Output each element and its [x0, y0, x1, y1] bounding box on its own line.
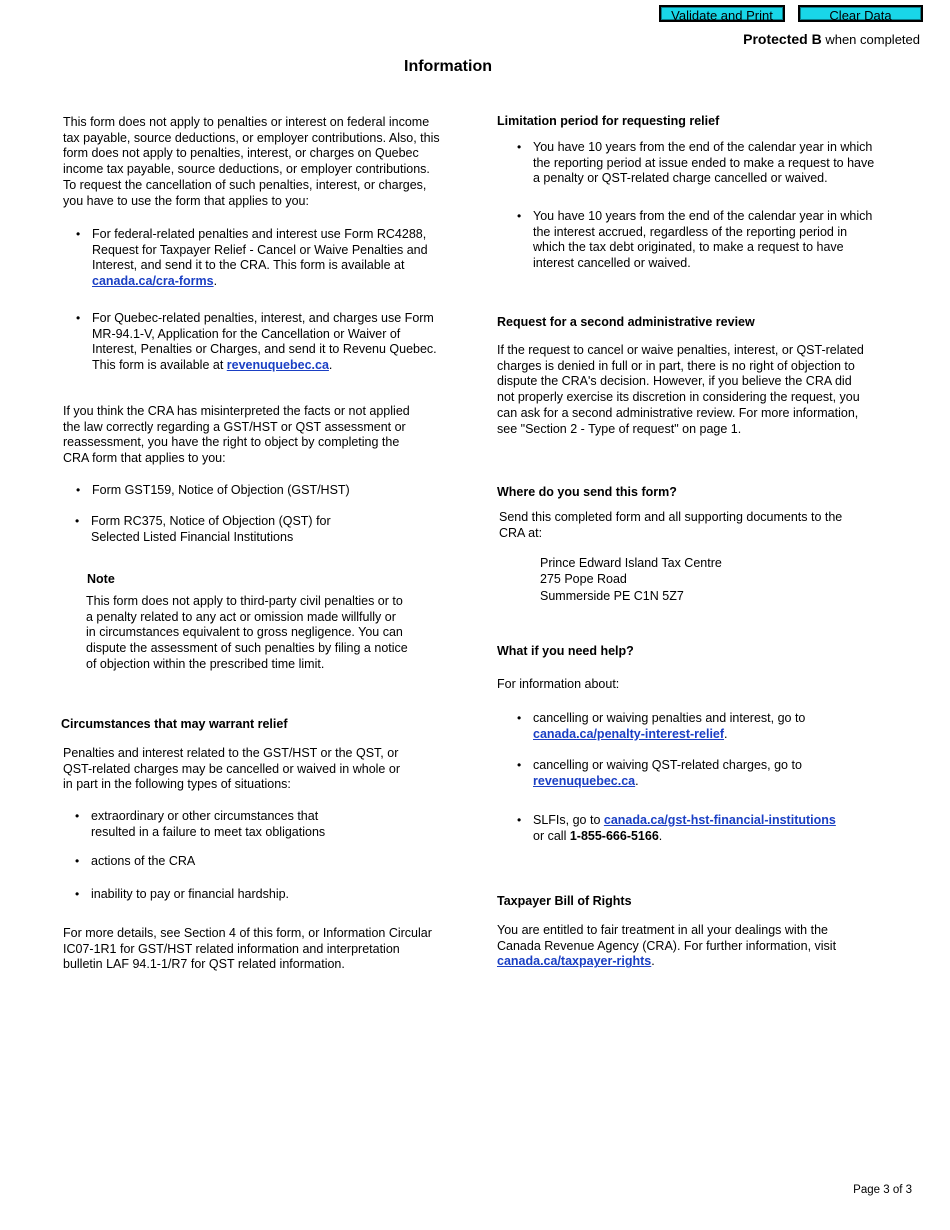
circumstances-paragraph: Penalties and interest related to the GST/HST or the QST, or QST-related charges may be cancelled or waived in whole or in part in the following types of situations: — [63, 746, 400, 792]
page-title: Information — [404, 58, 492, 75]
help-heading: What if you need help? — [497, 644, 634, 658]
clear-data-button[interactable]: Clear Data — [798, 5, 923, 22]
gst-hst-financial-institutions-link[interactable]: canada.ca/gst-hst-financial-institutions — [603, 813, 836, 827]
revenuquebec-link[interactable]: revenuquebec.ca — [226, 358, 329, 373]
objection-paragraph: If you think the CRA has misinterpreted the facts or not applied the law correctly regarding a GST/HST or QST assessment or reassessment, you have the right to object by completing the CRA form that applies to you: — [63, 404, 410, 466]
send-paragraph: Send this completed form and all supporting documents to the CRA at: — [499, 510, 843, 540]
revenuquebec-help-link[interactable]: revenuquebec.ca — [533, 773, 636, 788]
list-item: • You have 10 years from the end of the calendar year in which the interest accrued, regardless of the reporting period in which the tax debt originated, to make a request to have interest cancelled or waived. — [517, 209, 873, 271]
validate-and-print-button[interactable]: Validate and Print — [659, 5, 785, 22]
help-phone-number: 1-855-666-5166 — [569, 828, 659, 843]
list-item: • cancelling or waiving penalties and interest, go to canada.ca/penalty-interest-relief. — [517, 711, 806, 741]
note-heading: Note — [87, 572, 115, 586]
page-number: Page 3 of 3 — [853, 1184, 912, 1196]
list-item: • inability to pay or financial hardship. — [75, 887, 290, 901]
protected-b-label: Protected B when completed — [743, 31, 920, 47]
taxpayer-rights-link[interactable]: canada.ca/taxpayer-rights — [497, 954, 652, 969]
send-heading: Where do you send this form? — [497, 485, 677, 499]
list-item: • Form GST159, Notice of Objection (GST/HST) — [76, 483, 350, 497]
list-item: • You have 10 years from the end of the calendar year in which the reporting period at issue ended to make a request to have a penalty or QST-related charge cancelled or waived. — [517, 140, 875, 186]
cra-forms-link[interactable]: canada.ca/cra-forms — [92, 274, 214, 289]
list-item: • SLFIs, go to canada.ca/gst-hst-financial-institutions or call 1-855-666-5166. — [517, 813, 836, 843]
circumstances-heading: Circumstances that may warrant relief — [61, 717, 288, 731]
bill-of-rights-paragraph: You are entitled to fair treatment in all your dealings with the Canada Revenue Agency (CRA). For further information, visit canada.ca/taxpayer-rights. — [497, 923, 837, 969]
list-item: • Form RC375, Notice of Objection (QST) for Selected Listed Financial Institutions — [75, 514, 331, 544]
list-item: • actions of the CRA — [75, 854, 196, 868]
note-paragraph: This form does not apply to third-party civil penalties or to a penalty related to any act or omission made willfully or in circumstances equivalent to gross negligence. You can dispute the assessment of such penalties by filing a notice of objection within the prescribed time limit. — [86, 594, 408, 671]
mailing-address: Prince Edward Island Tax Centre 275 Pope Road Summerside PE C1N 5Z7 — [540, 556, 722, 603]
details-paragraph: For more details, see Section 4 of this form, or Information Circular IC07-1R1 for GST/HST related information and interpretation bulletin LAF 94.1-1/R7 for QST related information. — [63, 926, 432, 972]
list-item: • For federal-related penalties and interest use Form RC4288, Request for Taxpayer Relief - Cancel or Waive Penalties and Interest, and send it to the CRA. This form is available at canada.ca/cra-forms. — [76, 227, 428, 289]
help-intro: For information about: — [497, 677, 620, 691]
penalty-interest-relief-link[interactable]: canada.ca/penalty-interest-relief — [533, 726, 725, 741]
list-item: • extraordinary or other circumstances that resulted in a failure to meet tax obligations — [75, 809, 326, 839]
list-item: • For Quebec-related penalties, interest, and charges use Form MR-94.1-V, Application for the Cancellation or Waiver of Interest, Penalties or Charges, and send it to Revenu Quebec. This form is available at revenuquebec.ca. — [76, 311, 437, 373]
limitation-heading: Limitation period for requesting relief — [497, 114, 720, 128]
bill-of-rights-heading: Taxpayer Bill of Rights — [497, 894, 632, 908]
second-review-paragraph: If the request to cancel or waive penalties, interest, or QST-related charges is denied in full or in part, there is no right of objection to dispute the CRA's decision. However, if you believe the CRA did not properly exercise its discretion in considering the request, you can ask for a second administrative review. For more information, see "Section 2 - Type of request" on page 1. — [497, 343, 864, 436]
second-review-heading: Request for a second administrative review — [497, 315, 755, 329]
intro-paragraph: This form does not apply to penalties or interest on federal income tax payable, source deductions, or employer contributions. Also, this form does not apply to penalties, interest, or charges on Quebec income tax payable, source deductions, or employer contributions. To request the cancellation of such penalties, interest, or charges, you have to use the form that applies to you: — [63, 115, 440, 208]
list-item: • cancelling or waiving QST-related charges, go to revenuquebec.ca. — [517, 758, 802, 788]
